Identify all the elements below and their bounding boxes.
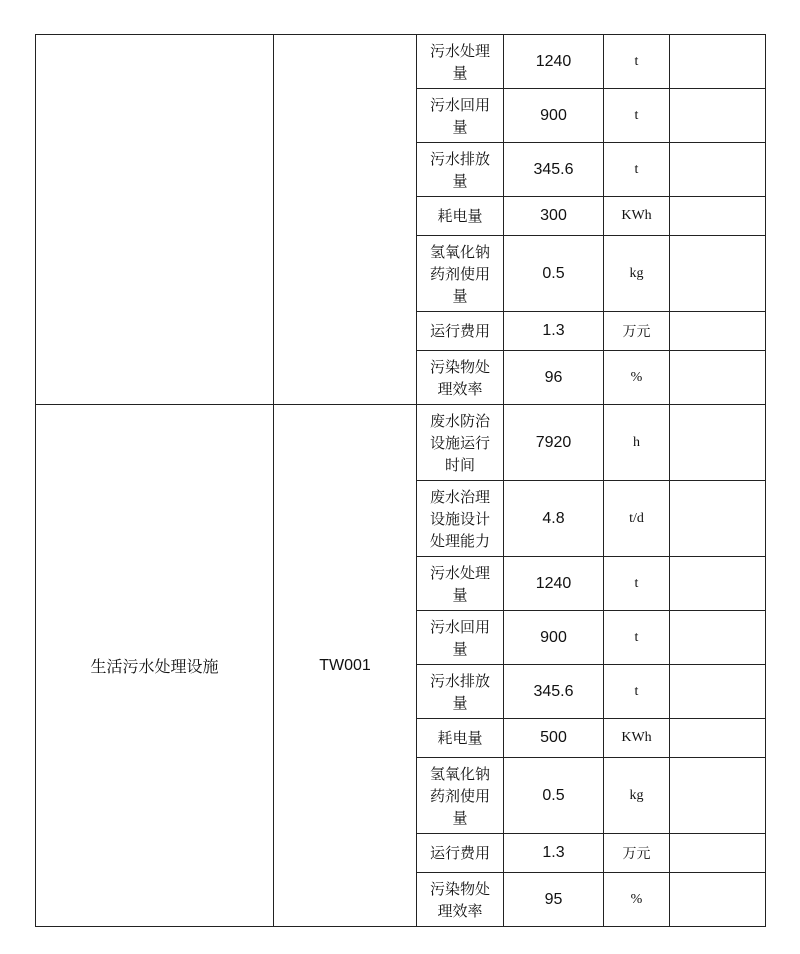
unit-cell: t [604, 557, 670, 611]
unit-cell: h [604, 405, 670, 481]
value-cell: 345.6 [504, 665, 604, 719]
item-label: 运行费用 [429, 322, 490, 340]
unit-cell: t/d [604, 481, 670, 557]
remark-cell [670, 405, 766, 481]
unit-cell: 万元 [604, 834, 670, 873]
unit-cell: t [604, 89, 670, 143]
remark-cell [670, 481, 766, 557]
remark-cell [670, 611, 766, 665]
item-label: 运行费用 [429, 844, 490, 862]
unit-cell: % [604, 873, 670, 927]
facility-code-cell [274, 35, 417, 405]
remark-cell [670, 236, 766, 312]
value-cell: 96 [504, 351, 604, 405]
item-label: 污水处理量 [429, 41, 490, 82]
remark-cell [670, 89, 766, 143]
item-cell [417, 236, 504, 312]
value-cell: 900 [504, 89, 604, 143]
item-cell [417, 351, 504, 405]
item-cell [417, 719, 504, 758]
item-label: 氢氧化钠药剂使用量 [429, 242, 490, 305]
table-row [36, 405, 766, 481]
value-cell: 7920 [504, 405, 604, 481]
item-label: 废水防治设施运行时间 [429, 411, 490, 474]
unit-cell: t [604, 35, 670, 89]
remark-cell [670, 197, 766, 236]
value-cell: 300 [504, 197, 604, 236]
value-cell: 95 [504, 873, 604, 927]
value-cell: 1240 [504, 35, 604, 89]
item-cell [417, 405, 504, 481]
remark-cell [670, 143, 766, 197]
facility-name-cell: 生活污水处理设施 [36, 405, 274, 927]
item-label: 污水处理量 [429, 563, 490, 604]
value-cell: 900 [504, 611, 604, 665]
item-label: 污水回用量 [429, 95, 490, 136]
value-cell: 500 [504, 719, 604, 758]
unit-cell: 万元 [604, 312, 670, 351]
unit-cell: KWh [604, 197, 670, 236]
value-cell: 4.8 [504, 481, 604, 557]
item-cell [417, 665, 504, 719]
item-cell [417, 557, 504, 611]
wastewater-facility-table [35, 34, 766, 927]
item-cell [417, 834, 504, 873]
item-cell [417, 758, 504, 834]
remark-cell [670, 351, 766, 405]
facility-name-cell [36, 35, 274, 405]
remark-cell [670, 873, 766, 927]
facility-code-cell: TW001 [274, 405, 417, 927]
item-label: 污染物处理效率 [429, 879, 490, 920]
value-cell: 1.3 [504, 834, 604, 873]
item-label: 废水治理设施设计处理能力 [429, 487, 490, 550]
item-label: 耗电量 [437, 729, 483, 747]
item-label: 污水排放量 [429, 149, 490, 190]
value-cell: 1.3 [504, 312, 604, 351]
item-cell [417, 197, 504, 236]
item-cell [417, 143, 504, 197]
unit-cell: t [604, 143, 670, 197]
unit-cell: kg [604, 758, 670, 834]
remark-cell [670, 665, 766, 719]
value-cell: 0.5 [504, 758, 604, 834]
item-cell [417, 89, 504, 143]
value-cell: 345.6 [504, 143, 604, 197]
remark-cell [670, 834, 766, 873]
unit-cell: % [604, 351, 670, 405]
table-row [36, 35, 766, 89]
value-cell: 1240 [504, 557, 604, 611]
remark-cell [670, 312, 766, 351]
item-label: 污染物处理效率 [429, 357, 490, 398]
unit-cell: t [604, 665, 670, 719]
item-cell [417, 611, 504, 665]
item-label: 耗电量 [437, 207, 483, 225]
remark-cell [670, 35, 766, 89]
unit-cell: KWh [604, 719, 670, 758]
remark-cell [670, 557, 766, 611]
unit-cell: kg [604, 236, 670, 312]
item-cell [417, 35, 504, 89]
item-label: 污水回用量 [429, 617, 490, 658]
item-cell [417, 481, 504, 557]
value-cell: 0.5 [504, 236, 604, 312]
item-cell [417, 873, 504, 927]
item-label: 氢氧化钠药剂使用量 [429, 764, 490, 827]
item-label: 污水排放量 [429, 671, 490, 712]
remark-cell [670, 719, 766, 758]
item-cell [417, 312, 504, 351]
remark-cell [670, 758, 766, 834]
unit-cell: t [604, 611, 670, 665]
